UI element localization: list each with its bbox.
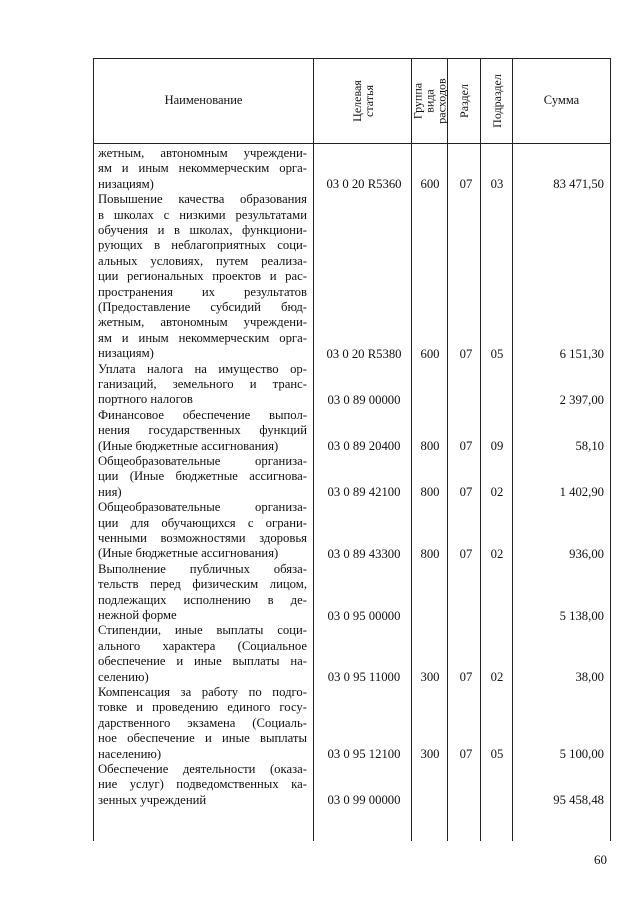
row-name-line: портного налогов bbox=[98, 392, 193, 407]
row-name-line: (Иные бюджетные ассигнования) bbox=[98, 546, 279, 561]
row-name-line: (Иные бюджетные ассигнования) bbox=[98, 438, 279, 453]
row-name-line: альных условиях, путем реализа- bbox=[98, 253, 307, 268]
row-name-line: тельств перед физическим лицом, bbox=[98, 577, 307, 592]
row-target-article: 03 0 95 11000 bbox=[327, 670, 401, 685]
row-name-line: ального характера (Социальное bbox=[98, 638, 307, 653]
row-name bbox=[98, 408, 307, 454]
row-name-line: Повышение качества образования bbox=[98, 192, 307, 207]
row-sum: 83 471,50 bbox=[553, 177, 604, 192]
page-number: 60 bbox=[594, 852, 607, 867]
table-left-border bbox=[93, 58, 94, 841]
col-divider-subsection bbox=[512, 58, 513, 841]
row-section: 07 bbox=[459, 670, 473, 685]
row-name bbox=[98, 362, 307, 408]
row-name-line: селению) bbox=[98, 669, 149, 684]
row-target-article: 03 0 20 R5380 bbox=[326, 346, 402, 361]
header-target-article-cell bbox=[314, 59, 411, 143]
row-expense-group: 800 bbox=[420, 546, 440, 561]
table-right-border bbox=[610, 58, 611, 841]
row-name-line: ганизаций, земельного и транс- bbox=[98, 376, 307, 391]
row-target-article: 03 0 89 20400 bbox=[327, 439, 401, 454]
header-target-article: Целевая статья bbox=[349, 80, 376, 122]
row-name-line: жетным, автономным учреждени- bbox=[98, 315, 307, 330]
row-name bbox=[98, 146, 307, 192]
row-name-line: ции для обучающихся с ограни- bbox=[98, 515, 307, 530]
header-subsection: Подраздел bbox=[489, 74, 504, 128]
row-name bbox=[98, 562, 307, 624]
row-target-article: 03 0 99 00000 bbox=[327, 793, 401, 808]
row-subsection: 05 bbox=[490, 747, 504, 762]
header-expense-group-cell bbox=[412, 59, 447, 143]
row-expense-group: 600 bbox=[420, 177, 440, 192]
row-expense-group: 800 bbox=[420, 439, 440, 454]
row-name-line: ния) bbox=[98, 484, 122, 499]
header-expense-group: Группа вида расходов bbox=[410, 78, 449, 124]
row-name-line: низациям) bbox=[98, 176, 154, 191]
row-name-line: пространения их результатов bbox=[98, 284, 307, 299]
row-sum: 6 151,30 bbox=[559, 346, 604, 361]
row-name-line: обучения и в школах, функциони- bbox=[98, 222, 307, 237]
row-expense-group: 300 bbox=[420, 747, 440, 762]
row-name-line: Общеобразовательные организа- bbox=[98, 454, 307, 468]
row-name-line: Общеобразовательные организа- bbox=[98, 500, 307, 515]
row-name-line: зенных учреждений bbox=[98, 792, 207, 807]
header-section: Раздел bbox=[457, 84, 472, 118]
row-name-line: Компенсация за работу по подго- bbox=[98, 685, 307, 699]
row-name-line: (Предоставление субсидий бюд- bbox=[98, 299, 307, 314]
row-name-line: дарственного экзамена (Социаль- bbox=[98, 715, 307, 730]
row-target-article: 03 0 95 12100 bbox=[327, 747, 401, 762]
header-subsection-cell bbox=[481, 59, 512, 143]
row-target-article: 03 0 89 42100 bbox=[327, 485, 401, 500]
header-bottom-border bbox=[93, 143, 611, 144]
row-subsection: 02 bbox=[490, 485, 504, 500]
row-subsection: 02 bbox=[490, 670, 504, 685]
row-sum: 5 100,00 bbox=[559, 747, 604, 762]
row-name-line: в школах с низкими результатами bbox=[98, 207, 307, 222]
row-name-line: ям и иным некоммерческим орга- bbox=[98, 161, 307, 176]
col-divider-group bbox=[447, 58, 448, 841]
row-sum: 5 138,00 bbox=[559, 608, 604, 623]
row-section: 07 bbox=[459, 346, 473, 361]
row-expense-group: 800 bbox=[420, 485, 440, 500]
row-name-line: нения государственных функций bbox=[98, 423, 307, 438]
row-expense-group: 300 bbox=[420, 670, 440, 685]
row-name-line: жетным, автономным учреждени- bbox=[98, 146, 307, 160]
row-name-line: ченными возможностями здоровья bbox=[98, 530, 307, 545]
row-name-line: Выполнение публичных обяза- bbox=[98, 561, 307, 576]
row-sum: 936,00 bbox=[569, 546, 604, 561]
row-sum: 58,10 bbox=[575, 439, 604, 454]
row-name bbox=[98, 500, 307, 562]
row-name-line: Обеспечение деятельности (оказа- bbox=[98, 762, 307, 776]
row-subsection: 03 bbox=[490, 177, 504, 192]
row-expense-group: 600 bbox=[420, 346, 440, 361]
row-name-line: низациям) bbox=[98, 346, 154, 361]
row-name bbox=[98, 685, 307, 762]
row-target-article: 03 0 20 R5360 bbox=[326, 177, 402, 192]
header-name: Наименование bbox=[164, 93, 243, 107]
row-name-line: ное обеспечение и иные выплаты bbox=[98, 731, 307, 746]
row-name-line: ции (Иные бюджетные ассигнова- bbox=[98, 469, 307, 484]
header-section-cell bbox=[448, 59, 480, 143]
row-name-line: товке и проведению единого госу- bbox=[98, 700, 307, 715]
row-name-line: нежной форме bbox=[98, 607, 177, 622]
row-sum: 38,00 bbox=[575, 670, 604, 685]
row-target-article: 03 0 89 43300 bbox=[327, 546, 401, 561]
row-section: 07 bbox=[459, 485, 473, 500]
row-sum: 95 458,48 bbox=[553, 793, 604, 808]
row-name-line: рующих в неблагоприятных соци- bbox=[98, 238, 307, 253]
row-name-line: населению) bbox=[98, 746, 162, 761]
row-name bbox=[98, 454, 307, 500]
row-name bbox=[98, 623, 307, 685]
row-name-line: Уплата налога на имущество ор- bbox=[98, 361, 307, 376]
row-section: 07 bbox=[459, 439, 473, 454]
row-section: 07 bbox=[459, 747, 473, 762]
row-target-article: 03 0 95 00000 bbox=[327, 608, 401, 623]
row-section: 07 bbox=[459, 177, 473, 192]
row-name bbox=[98, 762, 307, 808]
row-subsection: 02 bbox=[490, 546, 504, 561]
row-subsection: 05 bbox=[490, 346, 504, 361]
row-section: 07 bbox=[459, 546, 473, 561]
row-sum: 2 397,00 bbox=[559, 392, 604, 407]
row-target-article: 03 0 89 00000 bbox=[327, 392, 401, 407]
row-name-line: Стипендии, иные выплаты соци- bbox=[98, 623, 307, 638]
row-name-line: ции региональных проектов и рас- bbox=[98, 269, 307, 284]
col-divider-code bbox=[411, 58, 412, 841]
header-sum: Сумма bbox=[543, 93, 580, 107]
row-name-line: Финансовое обеспечение выпол- bbox=[98, 407, 307, 422]
row-name-line: ние услуг) подведомственных ка- bbox=[98, 777, 307, 792]
row-name-line: обеспечение и иные выплаты на- bbox=[98, 654, 307, 669]
row-name-line: ям и иным некоммерческим орга- bbox=[98, 330, 307, 345]
row-name-line: подлежащих исполнению в де- bbox=[98, 592, 307, 607]
row-sum: 1 402,90 bbox=[559, 485, 604, 500]
row-name bbox=[98, 192, 307, 361]
row-subsection: 09 bbox=[490, 439, 504, 454]
col-divider-name bbox=[313, 58, 314, 841]
